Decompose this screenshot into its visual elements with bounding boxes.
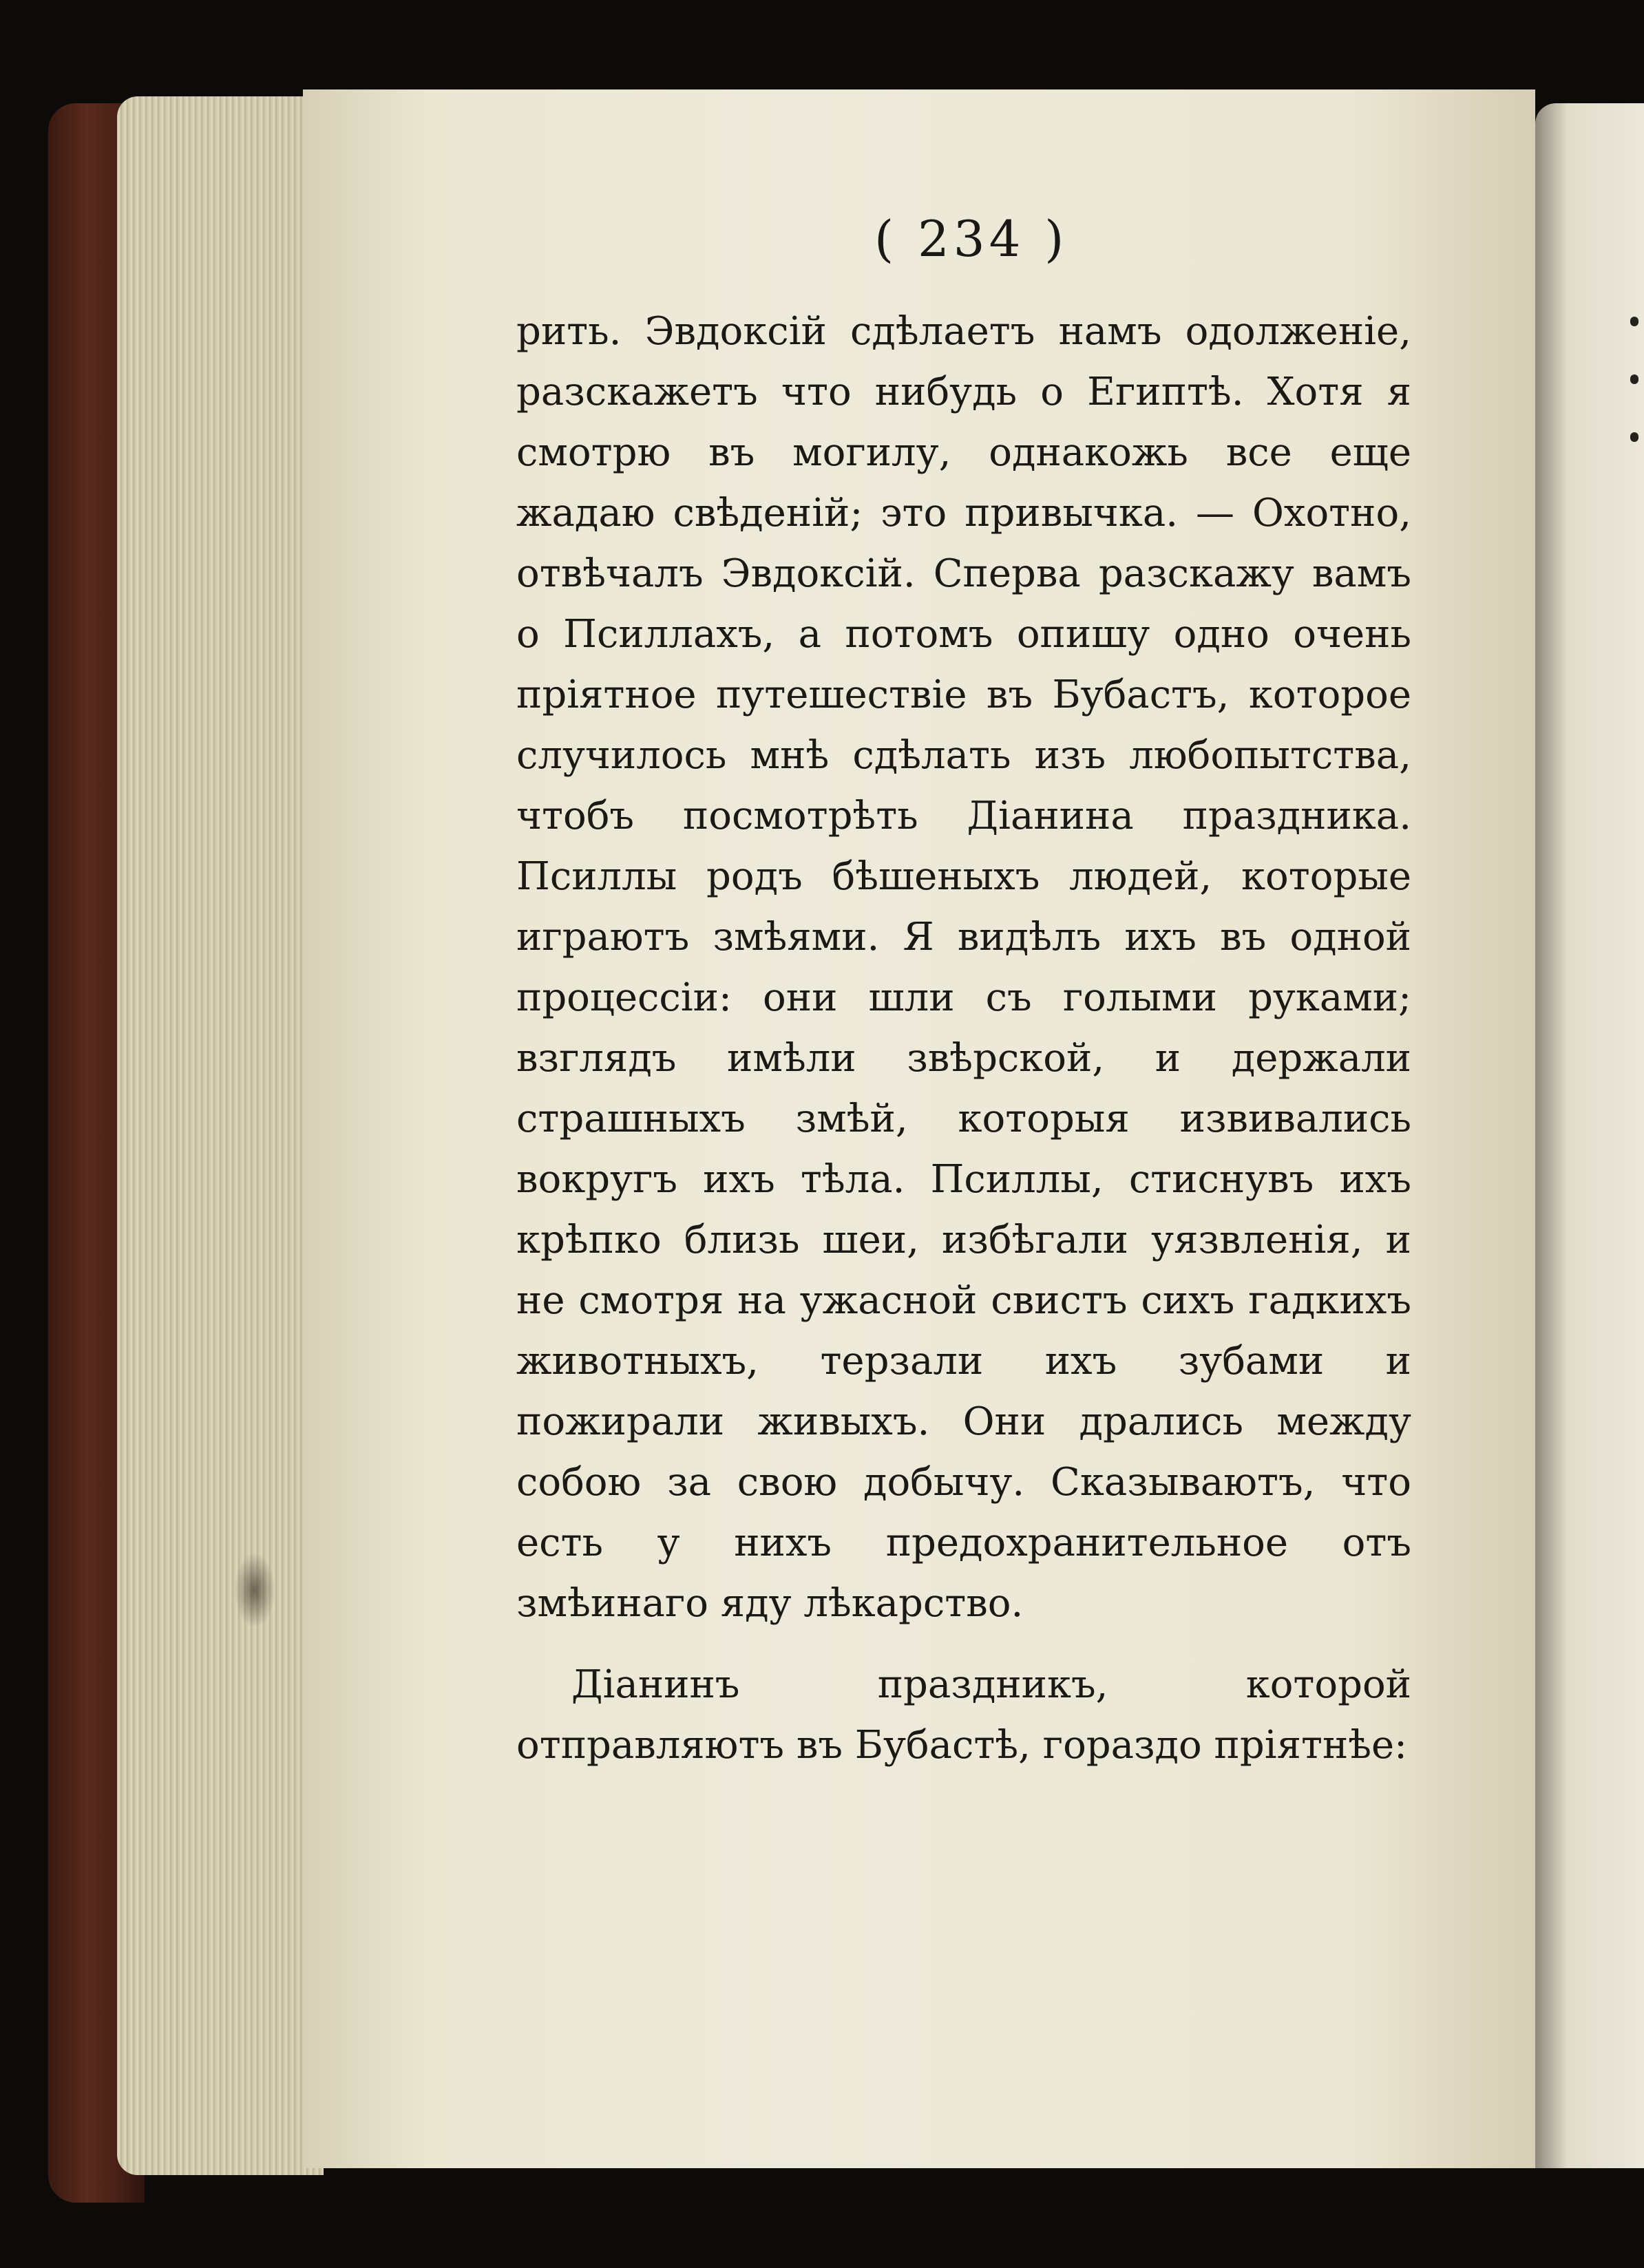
facing-page-edge — [1535, 103, 1644, 2168]
page-text — [516, 301, 1411, 1776]
page-edges — [117, 96, 324, 2175]
facing-page-letter-fragments — [1630, 317, 1644, 482]
paragraph-2: Діанинъ праздникъ, которой отправляютъ въ Бубастѣ, гораздо пріятнѣе: — [516, 1662, 1411, 1768]
paragraph-1: рить. Эвдоксій сдѣлаетъ намъ одолженіе, разскажетъ что нибудь о Египтѣ. Хотя я смотрю въ могилу, однакожь все еще жадаю свѣденій; это привычка. — Охотно, отвѣчалъ Эвдоксій. Сперва разскажу вамъ о Псиллахъ, а потомъ опишу одно очень пріятное путешествіе въ Бубастъ, которое случилось мнѣ сдѣлать изъ любопытства, чтобъ посмотрѣть Діанина праздника. Псиллы родъ бѣшеныхъ людей, которые играютъ змѣями. Я видѣлъ ихъ въ одной процессіи: они шли съ голыми руками; взглядъ имѣли звѣрской, и держали страшныхъ змѣй, которыя извивались вокругъ ихъ тѣла. Псиллы, стиснувъ ихъ крѣпко близь шеи, избѣгали уязвленія, и не смотря на ужасной свистъ сихъ гадкихъ животныхъ, терзали ихъ зубами и пожирали живыхъ. Они дрались между собою за свою добычу. Сказываютъ, что есть у нихъ предохранительное отъ змѣинаго яду лѣкарство. — [516, 309, 1411, 1626]
page-number: ( 234 ) — [874, 210, 1068, 268]
page-stain — [234, 1552, 275, 1628]
